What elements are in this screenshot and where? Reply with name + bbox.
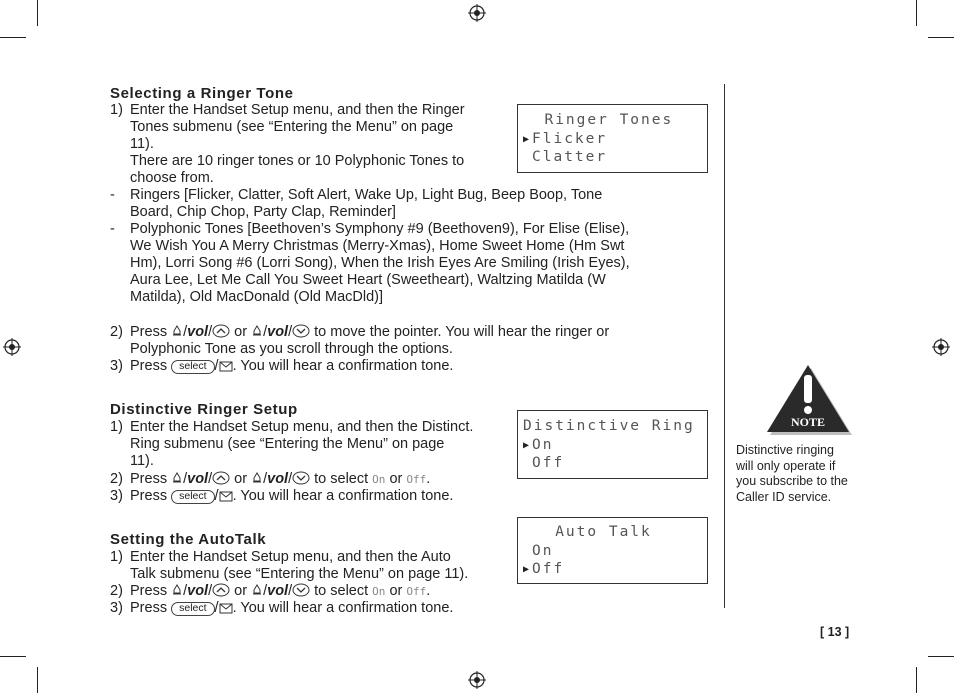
section-title-distinctive-ringer: Distinctive Ringer Setup [110, 401, 298, 418]
lcd-display-distinctive-ring [517, 410, 708, 479]
off-option-label: Off [406, 473, 427, 486]
column-divider [724, 84, 725, 608]
crop-mark [0, 656, 26, 657]
note-line: you subscribe to the [736, 474, 848, 488]
step-text: 11). [130, 136, 154, 152]
crop-mark [928, 37, 954, 38]
chevron-down-icon [292, 324, 310, 338]
bell-down-icon [251, 472, 263, 485]
registration-mark-icon [468, 671, 486, 689]
step-text: choose from. [130, 170, 214, 186]
chevron-down-icon [292, 471, 310, 485]
list-item [0, 358, 700, 376]
lcd-display-ringer-tones [517, 104, 708, 173]
slash: / [263, 471, 268, 487]
lcd-line-selected: ▶ On [523, 437, 554, 453]
slash: / [214, 600, 219, 616]
section-title-ringer-tone: Selecting a Ringer Tone [110, 85, 294, 102]
step-text: Tones submenu (see “Entering the Menu” on page [130, 119, 454, 135]
lcd-line-selected: ▶ Flicker [523, 131, 608, 147]
chevron-up-icon [212, 471, 230, 485]
bell-up-icon [171, 472, 183, 485]
list-item [0, 583, 700, 601]
polyphonic-text: Hm), Lorri Song #6 (Lorri Song), When the Irish Eyes Are Smiling (Irish Eyes), [130, 255, 630, 271]
press-label: Press [130, 583, 168, 599]
step-text [130, 471, 430, 488]
pointer-icon: ▶ [523, 564, 530, 575]
chevron-up-icon [212, 583, 230, 597]
off-option-label: Off [406, 585, 427, 598]
slash: / [208, 583, 213, 599]
or-label: or [234, 324, 248, 340]
envelope-icon [219, 491, 233, 502]
lcd-title: Distinctive Ring [523, 418, 695, 434]
page-number: [ 13 ] [820, 625, 850, 639]
step-text [130, 488, 453, 505]
press-label: Press [130, 600, 168, 616]
ringers-text: Ringers [Flicker, Clatter, Soft Alert, Wake Up, Light Bug, Beep Boop, Tone [130, 187, 603, 203]
vol-label: vol [187, 583, 209, 599]
bell-up-icon [171, 584, 183, 597]
step-text: Polyphonic Tone as you scroll through the options. [130, 341, 453, 357]
envelope-icon [219, 603, 233, 614]
step-text: There are 10 ringer tones or 10 Polyphonic Tones to [130, 153, 465, 169]
or-label: or [234, 471, 248, 487]
step-text: Ring submenu (see “Entering the Menu” on page [130, 436, 445, 452]
section-title-autotalk: Setting the AutoTalk [110, 531, 267, 548]
step-text [130, 324, 609, 341]
bell-down-icon [251, 584, 263, 597]
step-text: 11). [130, 453, 154, 469]
select-key-icon: select [171, 360, 214, 374]
dash-bullet: - [110, 187, 115, 203]
on-option-label: On [372, 585, 386, 598]
lcd-line: Clatter [532, 149, 608, 165]
registration-mark-icon [932, 338, 950, 356]
step-text: Enter the Handset Setup menu, and then the Distinct. [130, 419, 474, 435]
note-badge-label: NOTE [790, 415, 826, 429]
chevron-up-icon [212, 324, 230, 338]
list-item [0, 488, 700, 506]
crop-mark [37, 0, 38, 26]
lcd-title: Auto Talk [523, 524, 652, 540]
slash: / [208, 324, 213, 340]
envelope-icon [219, 361, 233, 372]
to-select-label: to select [314, 471, 369, 487]
note-line: Caller ID service. [736, 489, 832, 504]
step-number: 3) [110, 488, 123, 504]
press-label: Press [130, 488, 168, 504]
slash: / [183, 324, 188, 340]
note-warning-icon [764, 365, 854, 437]
slash: / [183, 471, 188, 487]
slash: / [208, 471, 213, 487]
step-text [130, 583, 430, 600]
polyphonic-text: We Wish You A Merry Christmas (Merry-Xmas), Home Sweet Home (Hm Swt [130, 238, 625, 254]
or-label: or [234, 583, 248, 599]
step-text: Enter the Handset Setup menu, and then the Ringer [130, 102, 465, 118]
step-number: 2) [110, 471, 123, 487]
press-label: Press [130, 358, 168, 374]
polyphonic-text: Aura Lee, Let Me Call You Sweet Heart (Sweetheart), Waltzing Matilda (W [130, 272, 606, 288]
bell-up-icon [171, 325, 183, 338]
step-text [130, 358, 453, 375]
list-item [0, 187, 700, 223]
vol-label: vol [187, 324, 209, 340]
period: . [426, 583, 431, 599]
slash: / [214, 488, 219, 504]
step-number: 3) [110, 358, 123, 374]
select-key-icon: select [171, 602, 214, 616]
vol-label: vol [267, 324, 289, 340]
chevron-down-icon [292, 583, 310, 597]
lcd-line: Off [532, 455, 565, 471]
to-select-label: to select [314, 583, 369, 599]
slash: / [288, 471, 293, 487]
confirm-text: . You will hear a confirmation tone. [232, 600, 454, 616]
slash: / [183, 583, 188, 599]
or-label: or [389, 471, 403, 487]
or-label: or [389, 583, 403, 599]
step-number: 3) [110, 600, 123, 616]
vol-label: vol [187, 471, 209, 487]
crop-mark [916, 0, 917, 26]
crop-mark [37, 667, 38, 693]
step-number: 2) [110, 324, 123, 340]
lcd-display-auto-talk [517, 517, 708, 584]
registration-mark-icon [468, 4, 486, 22]
polyphonic-text: Polyphonic Tones [Beethoven’s Symphony #9 (Beethoven9), For Elise (Elise), [130, 221, 630, 237]
list-item [0, 221, 700, 311]
slash: / [214, 358, 219, 374]
crop-mark [916, 667, 917, 693]
bell-down-icon [251, 325, 263, 338]
period: . [426, 471, 431, 487]
vol-label: vol [267, 471, 289, 487]
select-key-icon: select [171, 490, 214, 504]
step-number: 1) [110, 419, 123, 435]
on-option-label: On [372, 473, 386, 486]
step-text [130, 600, 453, 617]
step-number: 1) [110, 549, 123, 565]
note-line: will only operate if [736, 458, 836, 473]
crop-mark [0, 37, 26, 38]
step-number: 1) [110, 102, 123, 118]
lcd-line: On [532, 543, 554, 559]
slash: / [288, 583, 293, 599]
slash: / [263, 324, 268, 340]
list-item [0, 600, 700, 618]
dash-bullet: - [110, 221, 115, 237]
slash: / [288, 324, 293, 340]
crop-mark [928, 656, 954, 657]
slash: / [263, 583, 268, 599]
press-label: Press [130, 324, 168, 340]
list-item [0, 324, 700, 360]
lcd-line-selected: ▶ Off [523, 561, 565, 577]
confirm-text: . You will hear a confirmation tone. [232, 488, 454, 504]
pointer-icon: ▶ [523, 440, 530, 451]
note-line: Distinctive ringing [736, 443, 834, 457]
step-text: Enter the Handset Setup menu, and then the Auto [130, 549, 451, 565]
vol-label: vol [267, 583, 289, 599]
step-number: 2) [110, 583, 123, 599]
lcd-title: Ringer Tones [523, 112, 674, 128]
step-text: Talk submenu (see “Entering the Menu” on page 11). [130, 566, 469, 582]
step-text-tail: to move the pointer. You will hear the ringer or [314, 324, 610, 340]
ringers-text: Board, Chip Chop, Party Clap, Reminder] [130, 204, 396, 220]
polyphonic-text: Matilda), Old MacDonald (Old MacDld)] [130, 289, 384, 305]
press-label: Press [130, 471, 168, 487]
note-text [736, 443, 866, 505]
confirm-text: . You will hear a confirmation tone. [232, 358, 454, 374]
pointer-icon: ▶ [523, 134, 530, 145]
